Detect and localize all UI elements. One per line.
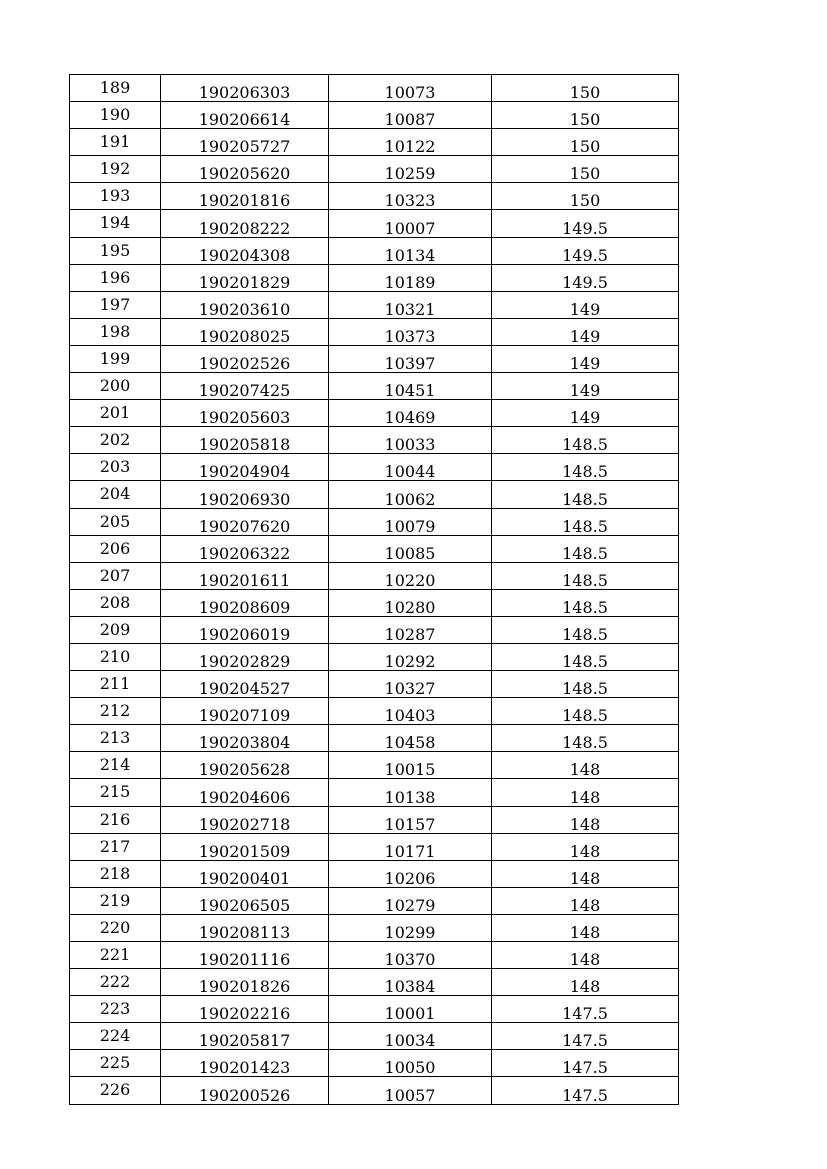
exam-number-cell: 10001 — [329, 996, 492, 1023]
student-id-cell: 190203804 — [161, 725, 329, 752]
score-cell: 149 — [492, 345, 679, 372]
exam-number-cell: 10469 — [329, 400, 492, 427]
rank-cell: 219 — [70, 887, 161, 914]
score-cell: 149 — [492, 318, 679, 345]
student-id-cell: 190205628 — [161, 752, 329, 779]
table-row — [70, 833, 679, 860]
student-id-cell: 190206505 — [161, 887, 329, 914]
student-id-cell: 190205818 — [161, 427, 329, 454]
score-cell: 150 — [492, 75, 679, 102]
exam-number-cell: 10033 — [329, 427, 492, 454]
rank-cell: 217 — [70, 833, 161, 860]
student-id-cell: 190206930 — [161, 481, 329, 508]
table-row — [70, 156, 679, 183]
rank-cell: 223 — [70, 996, 161, 1023]
exam-number-cell: 10171 — [329, 833, 492, 860]
rank-cell: 206 — [70, 535, 161, 562]
table-row — [70, 481, 679, 508]
table-row — [70, 779, 679, 806]
rank-cell: 209 — [70, 616, 161, 643]
score-cell: 148.5 — [492, 725, 679, 752]
table-row — [70, 400, 679, 427]
rank-cell: 214 — [70, 752, 161, 779]
exam-number-cell: 10327 — [329, 671, 492, 698]
table-row — [70, 454, 679, 481]
student-id-cell: 190204606 — [161, 779, 329, 806]
student-id-cell: 190202526 — [161, 345, 329, 372]
student-id-cell: 190200401 — [161, 860, 329, 887]
student-id-cell: 190204904 — [161, 454, 329, 481]
rank-cell: 208 — [70, 589, 161, 616]
rank-cell: 220 — [70, 914, 161, 941]
score-cell: 148 — [492, 914, 679, 941]
exam-number-cell: 10321 — [329, 291, 492, 318]
table-row — [70, 183, 679, 210]
rank-cell: 207 — [70, 562, 161, 589]
exam-number-cell: 10157 — [329, 806, 492, 833]
table-row — [70, 969, 679, 996]
table-row — [70, 562, 679, 589]
rank-cell: 205 — [70, 508, 161, 535]
score-cell: 148.5 — [492, 508, 679, 535]
score-cell: 150 — [492, 183, 679, 210]
table-row — [70, 806, 679, 833]
score-cell: 148.5 — [492, 589, 679, 616]
rank-cell: 216 — [70, 806, 161, 833]
student-id-cell: 190200526 — [161, 1077, 329, 1104]
exam-number-cell: 10287 — [329, 616, 492, 643]
student-id-cell: 190201611 — [161, 562, 329, 589]
table-row — [70, 129, 679, 156]
rank-cell: 193 — [70, 183, 161, 210]
table-row — [70, 1023, 679, 1050]
table-row — [70, 1077, 679, 1104]
student-id-cell: 190201829 — [161, 264, 329, 291]
table-row — [70, 1050, 679, 1077]
exam-number-cell: 10134 — [329, 237, 492, 264]
table-row — [70, 508, 679, 535]
score-cell: 149 — [492, 400, 679, 427]
score-cell: 148 — [492, 779, 679, 806]
exam-number-cell: 10057 — [329, 1077, 492, 1104]
student-id-cell: 190206614 — [161, 102, 329, 129]
student-id-cell: 190207620 — [161, 508, 329, 535]
rank-cell: 200 — [70, 373, 161, 400]
score-cell: 148 — [492, 806, 679, 833]
student-id-cell: 190207425 — [161, 373, 329, 400]
student-id-cell: 190205603 — [161, 400, 329, 427]
rank-cell: 192 — [70, 156, 161, 183]
exam-number-cell: 10085 — [329, 535, 492, 562]
table-row — [70, 671, 679, 698]
score-cell: 148 — [492, 969, 679, 996]
table-row — [70, 698, 679, 725]
student-id-cell: 190205727 — [161, 129, 329, 156]
score-cell: 147.5 — [492, 1050, 679, 1077]
table-row — [70, 264, 679, 291]
table-row — [70, 291, 679, 318]
student-id-cell: 190201826 — [161, 969, 329, 996]
table-row — [70, 75, 679, 102]
rank-cell: 213 — [70, 725, 161, 752]
score-cell: 150 — [492, 156, 679, 183]
rank-cell: 189 — [70, 75, 161, 102]
rank-cell: 198 — [70, 318, 161, 345]
exam-number-cell: 10206 — [329, 860, 492, 887]
student-id-cell: 190208609 — [161, 589, 329, 616]
table-row — [70, 887, 679, 914]
table-row — [70, 210, 679, 237]
score-table — [69, 74, 679, 1105]
student-id-cell: 190205620 — [161, 156, 329, 183]
exam-number-cell: 10087 — [329, 102, 492, 129]
exam-number-cell: 10062 — [329, 481, 492, 508]
table-row — [70, 643, 679, 670]
rank-cell: 225 — [70, 1050, 161, 1077]
student-id-cell: 190206019 — [161, 616, 329, 643]
student-id-cell: 190201509 — [161, 833, 329, 860]
exam-number-cell: 10403 — [329, 698, 492, 725]
student-id-cell: 190201423 — [161, 1050, 329, 1077]
exam-number-cell: 10138 — [329, 779, 492, 806]
table-row — [70, 616, 679, 643]
score-table-body — [70, 75, 679, 1105]
rank-cell: 196 — [70, 264, 161, 291]
score-cell: 148.5 — [492, 616, 679, 643]
student-id-cell: 190206303 — [161, 75, 329, 102]
student-id-cell: 190208025 — [161, 318, 329, 345]
rank-cell: 224 — [70, 1023, 161, 1050]
rank-cell: 212 — [70, 698, 161, 725]
table-row — [70, 373, 679, 400]
exam-number-cell: 10397 — [329, 345, 492, 372]
exam-number-cell: 10299 — [329, 914, 492, 941]
rank-cell: 215 — [70, 779, 161, 806]
score-cell: 149.5 — [492, 210, 679, 237]
rank-cell: 203 — [70, 454, 161, 481]
student-id-cell: 190204308 — [161, 237, 329, 264]
exam-number-cell: 10220 — [329, 562, 492, 589]
table-row — [70, 427, 679, 454]
exam-number-cell: 10044 — [329, 454, 492, 481]
rank-cell: 201 — [70, 400, 161, 427]
score-cell: 148 — [492, 833, 679, 860]
student-id-cell: 190208222 — [161, 210, 329, 237]
table-row — [70, 345, 679, 372]
exam-number-cell: 10292 — [329, 643, 492, 670]
student-id-cell: 190202216 — [161, 996, 329, 1023]
student-id-cell: 190206322 — [161, 535, 329, 562]
exam-number-cell: 10122 — [329, 129, 492, 156]
score-cell: 149.5 — [492, 237, 679, 264]
exam-number-cell: 10451 — [329, 373, 492, 400]
student-id-cell: 190208113 — [161, 914, 329, 941]
student-id-cell: 190202829 — [161, 643, 329, 670]
rank-cell: 204 — [70, 481, 161, 508]
exam-number-cell: 10034 — [329, 1023, 492, 1050]
score-cell: 148 — [492, 752, 679, 779]
score-cell: 148 — [492, 887, 679, 914]
score-cell: 147.5 — [492, 1077, 679, 1104]
exam-number-cell: 10079 — [329, 508, 492, 535]
exam-number-cell: 10323 — [329, 183, 492, 210]
score-cell: 149.5 — [492, 264, 679, 291]
rank-cell: 211 — [70, 671, 161, 698]
score-cell: 149 — [492, 291, 679, 318]
exam-number-cell: 10007 — [329, 210, 492, 237]
exam-number-cell: 10384 — [329, 969, 492, 996]
table-row — [70, 237, 679, 264]
score-cell: 148.5 — [492, 698, 679, 725]
student-id-cell: 190203610 — [161, 291, 329, 318]
score-cell: 148.5 — [492, 643, 679, 670]
score-cell: 147.5 — [492, 996, 679, 1023]
table-row — [70, 318, 679, 345]
score-cell: 148.5 — [492, 481, 679, 508]
rank-cell: 197 — [70, 291, 161, 318]
exam-number-cell: 10073 — [329, 75, 492, 102]
rank-cell: 210 — [70, 643, 161, 670]
score-cell: 148 — [492, 860, 679, 887]
rank-cell: 202 — [70, 427, 161, 454]
score-cell: 149 — [492, 373, 679, 400]
score-cell: 150 — [492, 129, 679, 156]
exam-number-cell: 10279 — [329, 887, 492, 914]
exam-number-cell: 10050 — [329, 1050, 492, 1077]
score-cell: 150 — [492, 102, 679, 129]
student-id-cell: 190204527 — [161, 671, 329, 698]
exam-number-cell: 10280 — [329, 589, 492, 616]
table-row — [70, 102, 679, 129]
table-row — [70, 535, 679, 562]
table-row — [70, 996, 679, 1023]
table-row — [70, 752, 679, 779]
table-row — [70, 589, 679, 616]
rank-cell: 194 — [70, 210, 161, 237]
rank-cell: 222 — [70, 969, 161, 996]
student-id-cell: 190201116 — [161, 942, 329, 969]
rank-cell: 190 — [70, 102, 161, 129]
student-id-cell: 190207109 — [161, 698, 329, 725]
rank-cell: 218 — [70, 860, 161, 887]
score-cell: 148.5 — [492, 671, 679, 698]
table-row — [70, 860, 679, 887]
score-cell: 148.5 — [492, 562, 679, 589]
rank-cell: 226 — [70, 1077, 161, 1104]
student-id-cell: 190202718 — [161, 806, 329, 833]
score-cell: 147.5 — [492, 1023, 679, 1050]
score-cell: 148.5 — [492, 427, 679, 454]
student-id-cell: 190205817 — [161, 1023, 329, 1050]
score-cell: 148.5 — [492, 535, 679, 562]
exam-number-cell: 10015 — [329, 752, 492, 779]
exam-number-cell: 10458 — [329, 725, 492, 752]
student-id-cell: 190201816 — [161, 183, 329, 210]
exam-number-cell: 10259 — [329, 156, 492, 183]
table-row — [70, 942, 679, 969]
rank-cell: 221 — [70, 942, 161, 969]
exam-number-cell: 10189 — [329, 264, 492, 291]
score-cell: 148 — [492, 942, 679, 969]
rank-cell: 191 — [70, 129, 161, 156]
exam-number-cell: 10373 — [329, 318, 492, 345]
table-row — [70, 725, 679, 752]
score-cell: 148.5 — [492, 454, 679, 481]
exam-number-cell: 10370 — [329, 942, 492, 969]
rank-cell: 195 — [70, 237, 161, 264]
rank-cell: 199 — [70, 345, 161, 372]
table-row — [70, 914, 679, 941]
